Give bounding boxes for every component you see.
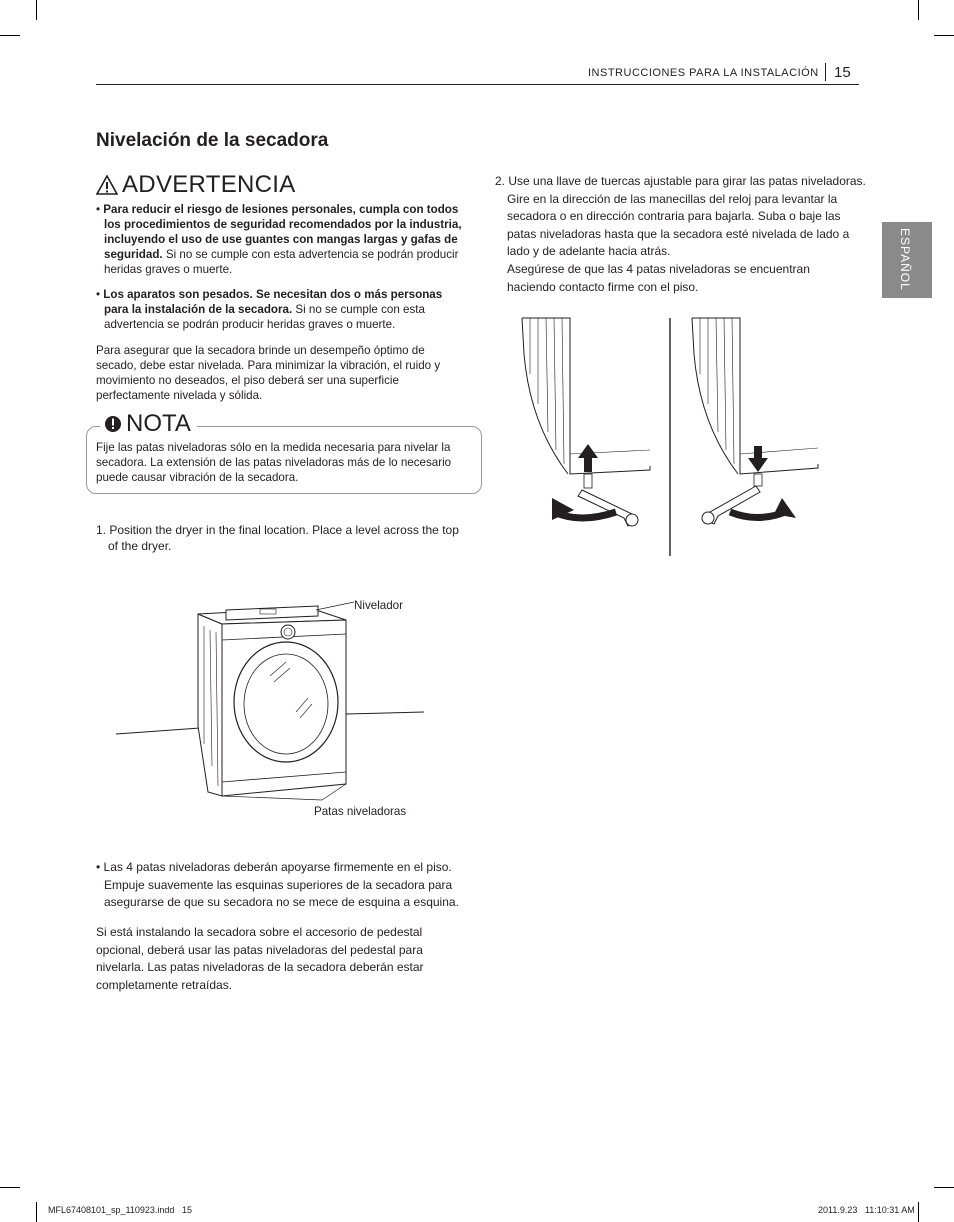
warning-heading bbox=[96, 171, 296, 199]
step-2-extra: Asegúrese de que las 4 patas niveladoras se encuentran haciendo contacto firme con el piso. bbox=[507, 262, 810, 294]
header-section: INSTRUCCIONES PARA LA INSTALACIÓN bbox=[588, 67, 819, 79]
header-rule bbox=[96, 84, 859, 85]
pedestal-paragraph: Si está instalando la secadora sobre el accesorio de pedestal opcional, deberá usar las patas niveladoras del pedestal para nivelarla. Las patas niveladoras de la secadora deberán estar completamente retraídas. bbox=[96, 925, 424, 992]
crop-mark bbox=[0, 1187, 20, 1188]
crop-mark bbox=[36, 1202, 37, 1222]
label-nivelador: Nivelador bbox=[354, 599, 403, 612]
wrench-illustration bbox=[520, 314, 820, 558]
crop-mark bbox=[36, 0, 37, 20]
warning-icon bbox=[96, 175, 118, 195]
footer-file: MFL67408101_sp_110923.indd 15 bbox=[48, 1205, 192, 1215]
leveling-paragraph: Para asegurar que la secadora brinde un desempeño óptimo de secado, debe estar nivelada. Para minimizar la vibración, el ruido y movimiento no deseados, el piso deberá ser una superficie perfectamente nivelada y sólida. bbox=[96, 344, 441, 402]
crop-mark bbox=[0, 35, 20, 36]
warning-bullet-2: • Los aparatos son pesados. Se necesitan dos o más personas para la instalación de la secadora. Si no se cumple con esta advertencia se podrán producir heridas graves o muerte. bbox=[96, 288, 443, 331]
warning-title: ADVERTENCIA bbox=[122, 171, 296, 198]
label-patas-niveladoras: Patas niveladoras bbox=[314, 805, 407, 818]
language-tab bbox=[882, 222, 932, 298]
exclamation-icon bbox=[104, 415, 122, 433]
note-title: NOTA bbox=[126, 410, 191, 437]
language-tab-label: ESPAÑOL bbox=[898, 228, 912, 291]
crop-mark bbox=[934, 35, 954, 36]
page-number: 15 bbox=[834, 64, 851, 81]
crop-mark bbox=[918, 0, 919, 20]
step-1: 1. Position the dryer in the final location. Place a level across the top of the dryer. bbox=[96, 523, 459, 553]
warning-bullet-1-text: Si no se cumple con esta advertencia se podrán producir heridas graves o muerte. bbox=[104, 248, 459, 276]
crop-mark bbox=[934, 1187, 954, 1188]
note-text: Fije las patas niveladoras sólo en la medida necesaria para nivelar la secadora. La extensión de las patas niveladoras más de lo necesario puede causar vibración de la secadora. bbox=[96, 441, 452, 484]
header-divider bbox=[825, 63, 826, 81]
warning-bullet-2-text: Si no se cumple con esta advertencia se podrán producir heridas graves o muerte. bbox=[104, 303, 425, 331]
crop-mark bbox=[918, 1202, 919, 1222]
feet-bullet: • Las 4 patas niveladoras deberán apoyarse firmemente en el piso. Empuje suavemente las esquinas superiores de la secadora para asegurarse de que su secadora no se mece de esquina a esquina. bbox=[96, 860, 459, 909]
dryer-level-illustration bbox=[110, 596, 430, 808]
warning-bullet-1-bold: Para reducir el riesgo de lesiones personales, cumpla con todos los procedimientos de seguridad recomendados por la industria, incluyendo el uso de use guantes con mangas largas y gafas de seguridad. bbox=[103, 203, 462, 261]
warning-bullet-1: • Para reducir el riesgo de lesiones personales, cumpla con todos los procedimientos de seguridad recomendados por la industria, incluyendo el uso de use guantes con mangas largas y gafas de seguridad. Si no se cumple con esta advertencia se podrán producir heridas graves o muerte. bbox=[96, 203, 462, 276]
note-heading bbox=[100, 410, 197, 438]
page-title: Nivelación de la secadora bbox=[96, 130, 329, 151]
step-2: 2. Use una llave de tuercas ajustable para girar las patas niveladoras. Gire en la dirección de las manecillas del reloj para levantar la secadora o en dirección contraria para bajarla. Suba o baje las patas niveladoras hasta que la secadora esté nivelada de lado a lado y de adelante hacia atrás. bbox=[495, 174, 866, 258]
footer-timestamp: 2011.9.23 11:10:31 AM bbox=[818, 1205, 915, 1215]
warning-bullet-2-bold: Los aparatos son pesados. Se necesitan dos o más personas para la instalación de la secadora. bbox=[103, 288, 443, 316]
